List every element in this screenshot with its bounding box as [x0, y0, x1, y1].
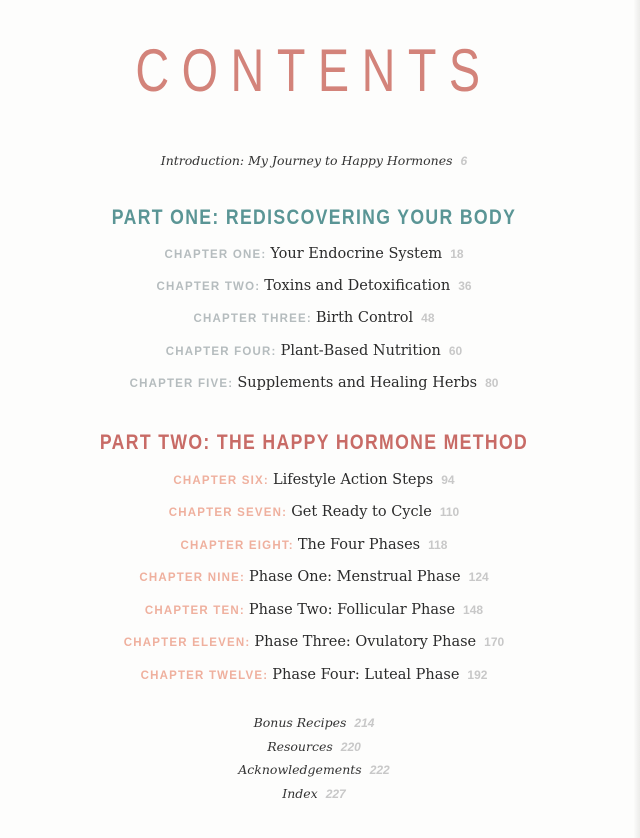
toc-entry-index[interactable]	[0, 786, 628, 801]
chapter-label: CHAPTER NINE:	[139, 572, 245, 584]
toc-entry-chapter-nine[interactable]	[0, 567, 628, 585]
chapter-title: Plant-Based Nutrition	[280, 343, 441, 359]
toc-entry-chapter-two[interactable]	[0, 276, 628, 294]
toc-entry-chapter-twelve[interactable]	[0, 665, 628, 683]
page-number: 18	[450, 247, 464, 261]
chapter-label: CHAPTER FIVE:	[129, 378, 234, 390]
page-number: 94	[441, 473, 455, 487]
toc-entry-introduction[interactable]	[0, 153, 628, 168]
page-number: 148	[463, 603, 484, 617]
toc-entry-chapter-one[interactable]	[0, 244, 628, 262]
page-number: 192	[467, 668, 488, 682]
toc-entry-chapter-eight[interactable]	[0, 535, 628, 553]
entry-title: Introduction: My Journey to Happy Hormones	[160, 153, 453, 168]
toc-entry-bonus-recipes[interactable]	[0, 715, 628, 730]
chapter-title: Supplements and Healing Herbs	[237, 375, 478, 391]
chapter-label: CHAPTER TWELVE:	[140, 670, 269, 682]
page-number: 124	[468, 570, 489, 584]
page-number: 36	[458, 279, 472, 293]
entry-title: Resources	[267, 739, 333, 754]
page-number: 48	[421, 311, 435, 325]
chapter-title: Your Endocrine System	[270, 246, 443, 262]
chapter-label: CHAPTER EIGHT:	[180, 540, 294, 552]
toc-entry-chapter-four[interactable]	[0, 341, 628, 359]
toc-entry-chapter-five[interactable]	[0, 373, 628, 391]
entry-title: Bonus Recipes	[253, 715, 347, 730]
chapter-title: Phase Four: Luteal Phase	[272, 667, 460, 683]
page-number: 110	[439, 505, 460, 519]
chapter-label: CHAPTER SIX:	[173, 475, 269, 487]
page-number: 80	[485, 376, 499, 390]
part-two-heading: PART TWO: THE HAPPY HORMONE METHOD	[99, 431, 529, 454]
toc-entry-chapter-eleven[interactable]	[0, 632, 628, 650]
entry-title: Index	[282, 786, 318, 801]
entry-title: Acknowledgements	[238, 762, 362, 777]
chapter-title: Toxins and Detoxification	[264, 278, 451, 294]
chapter-title: Birth Control	[315, 310, 414, 326]
page-title: CONTENTS	[135, 37, 493, 104]
chapter-title: The Four Phases	[297, 537, 421, 553]
page-number: 222	[369, 763, 390, 777]
chapter-label: CHAPTER FOUR:	[165, 346, 277, 358]
chapter-label: CHAPTER SEVEN:	[168, 507, 288, 519]
toc-entry-chapter-three[interactable]	[0, 308, 628, 326]
chapter-title: Lifestyle Action Steps	[272, 472, 434, 488]
chapter-label: CHAPTER TWO:	[156, 281, 261, 293]
page-edge-shadow	[634, 0, 640, 838]
page-number: 118	[428, 538, 448, 552]
page-number: 227	[325, 787, 346, 801]
page-number: 170	[484, 635, 505, 649]
chapter-title: Phase Three: Ovulatory Phase	[254, 634, 477, 650]
chapter-label: CHAPTER ONE:	[164, 249, 267, 261]
toc-entry-chapter-ten[interactable]	[0, 600, 628, 618]
page-number: 220	[340, 740, 361, 754]
page-number: 214	[354, 716, 375, 730]
page-number: 6	[460, 154, 468, 168]
chapter-label: CHAPTER TEN:	[144, 605, 245, 617]
chapter-label: CHAPTER THREE:	[193, 313, 312, 325]
chapter-title: Phase Two: Follicular Phase	[248, 602, 456, 618]
toc-entry-chapter-six[interactable]	[0, 470, 628, 488]
chapter-title: Phase One: Menstrual Phase	[249, 569, 461, 585]
toc-entry-resources[interactable]	[0, 739, 628, 754]
toc-entry-chapter-seven[interactable]	[0, 502, 628, 520]
toc-entry-acknowledgements[interactable]	[0, 762, 628, 777]
page-number: 60	[448, 344, 463, 358]
part-one-heading: PART ONE: REDISCOVERING YOUR BODY	[111, 206, 517, 229]
chapter-label: CHAPTER ELEVEN:	[123, 637, 251, 649]
chapter-title: Get Ready to Cycle	[291, 504, 432, 520]
